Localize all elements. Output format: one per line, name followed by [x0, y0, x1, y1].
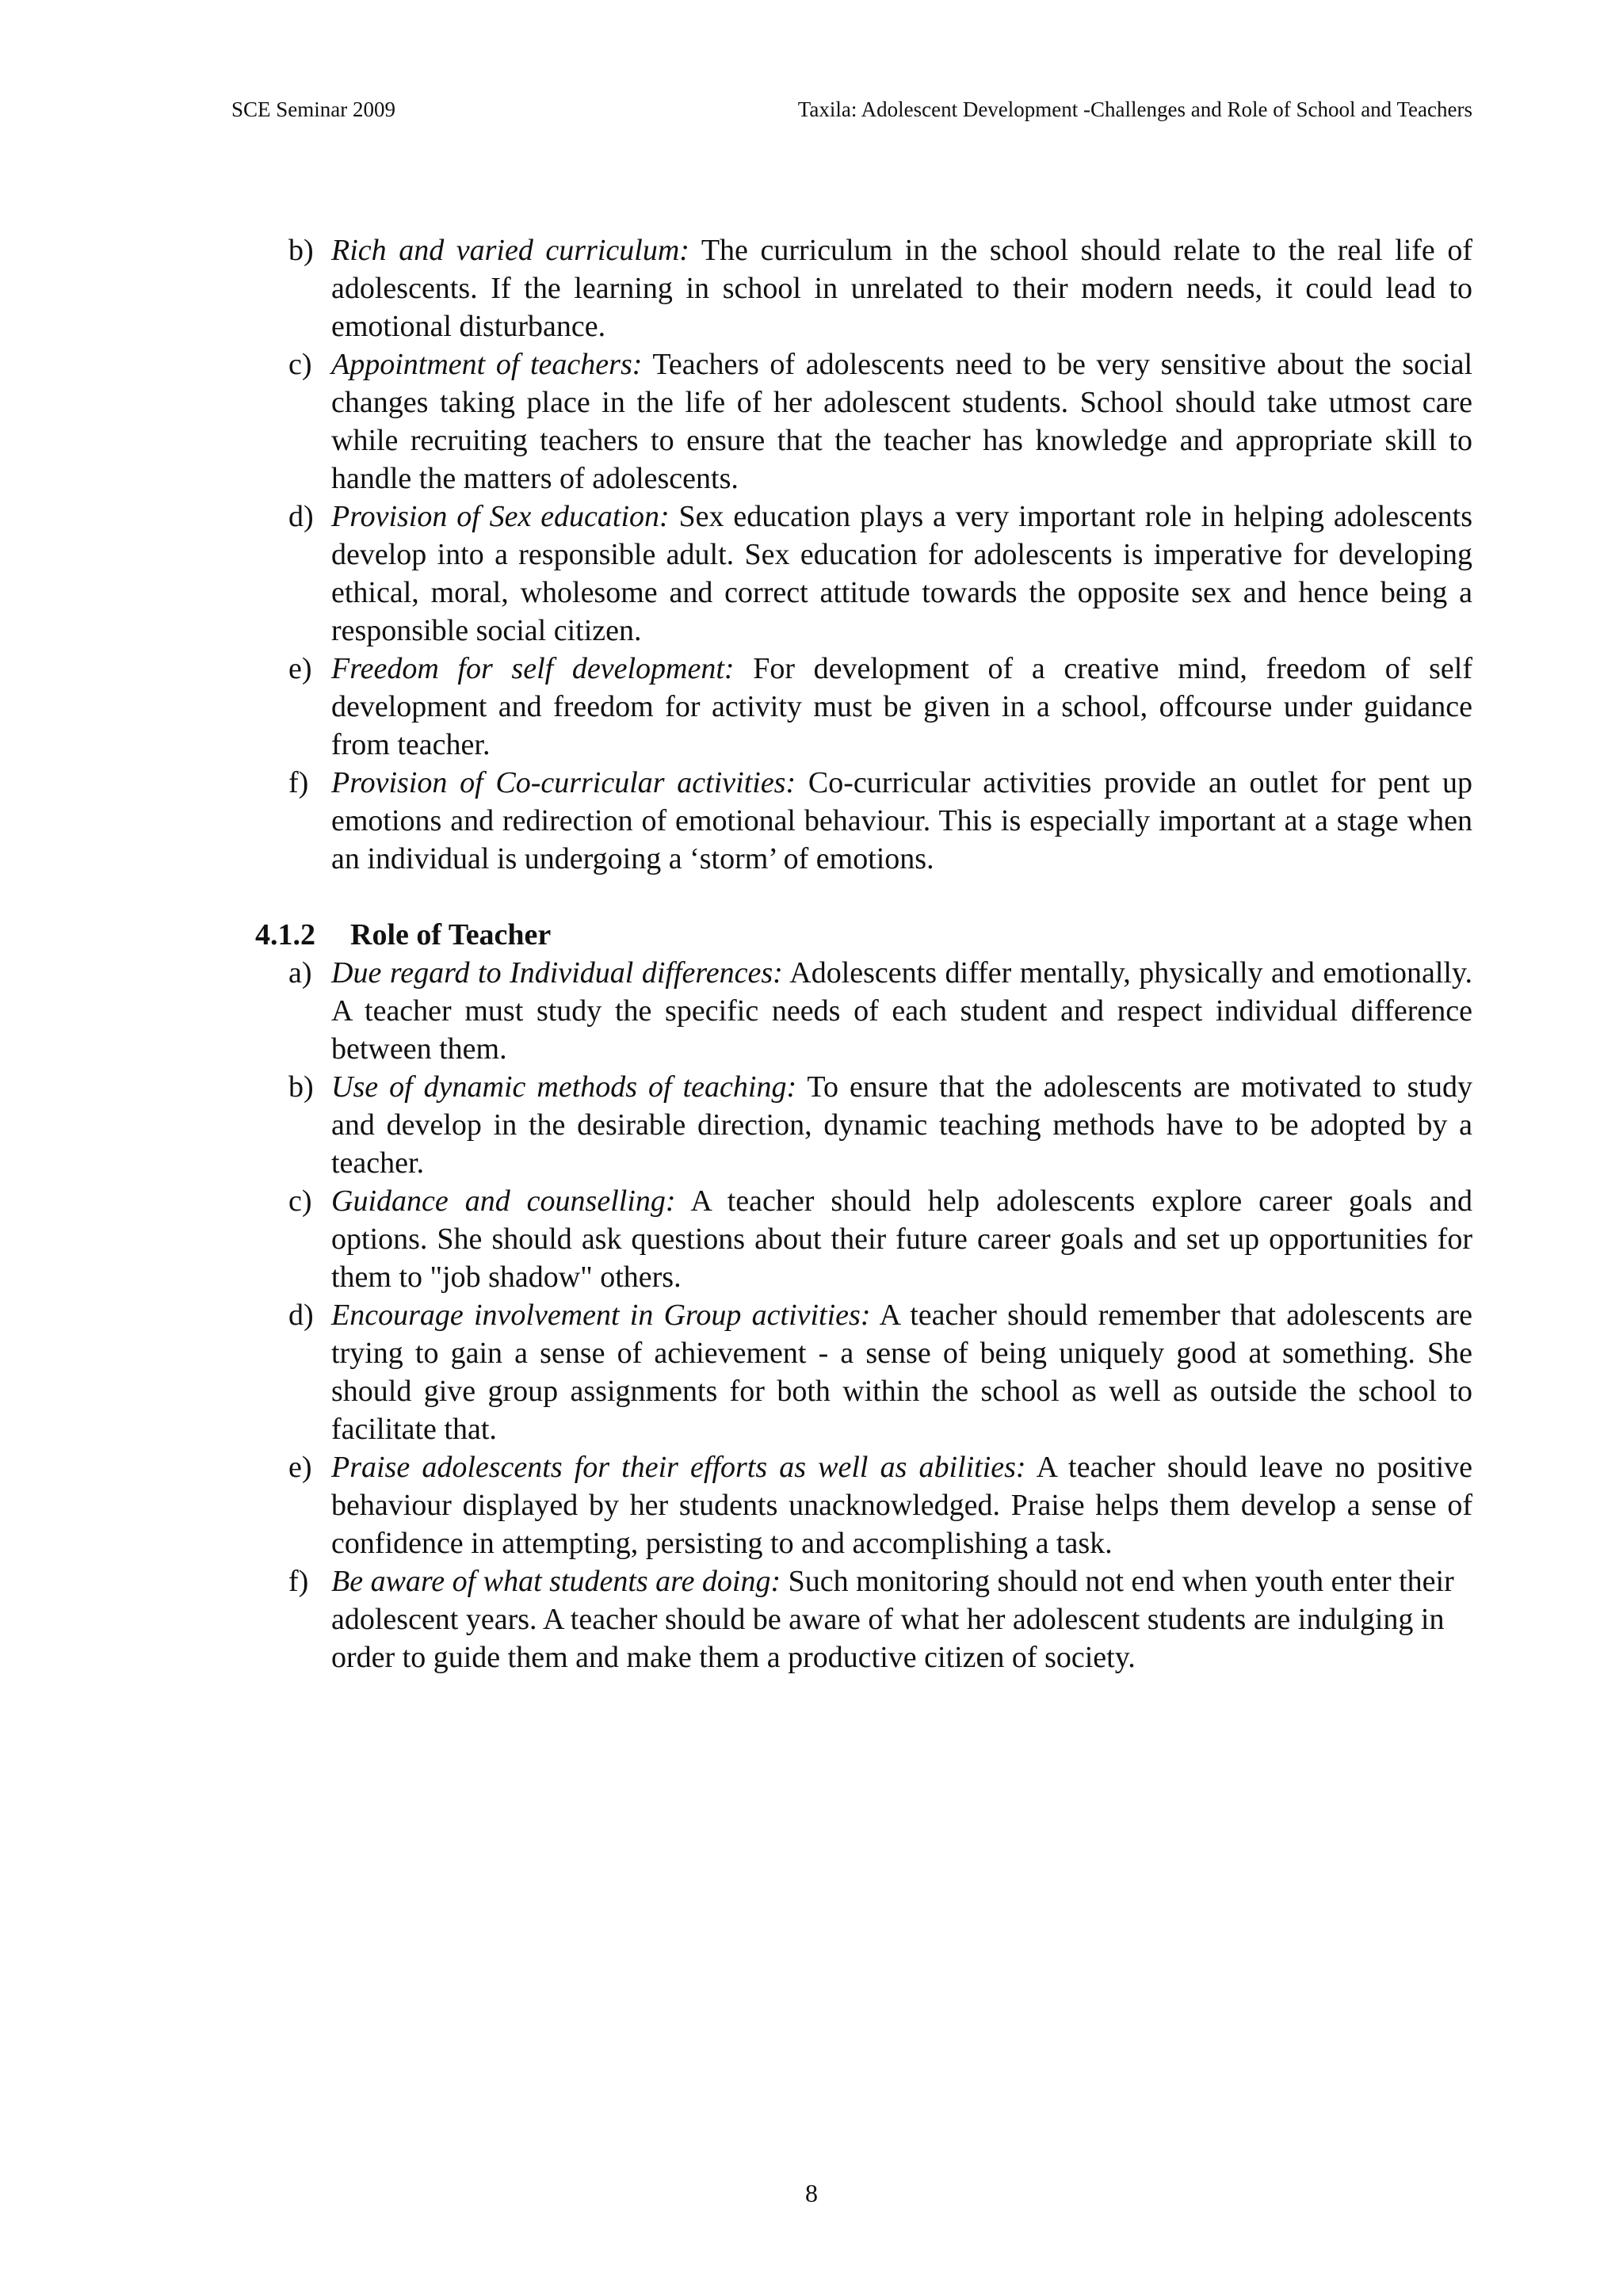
list-marker: d) [288, 500, 314, 533]
list-item-individual-differences [255, 954, 1472, 1068]
list-item-text: To ensure that the adolescents are motivated to study and develop in the desirable direction, dynamic teaching methods have to be adopted by a teacher. [331, 1070, 1472, 1180]
list-marker: b) [288, 234, 314, 267]
list-item-text: A teacher should help adolescents explore career goals and options. She should ask questions about their future career goals and set up opportunities for them to "job shadow" others. [331, 1184, 1472, 1294]
section-heading [255, 916, 1472, 954]
list-item-term: Be aware of what students are doing: [331, 1565, 781, 1598]
school-role-list [255, 231, 1472, 878]
list-marker: a) [288, 956, 312, 990]
list-item-co-curricular [255, 764, 1472, 878]
list-item-term: Appointment of teachers: [331, 348, 643, 381]
list-item-freedom-self-development [255, 650, 1472, 764]
list-item-term: Provision of Sex education: [331, 500, 670, 533]
list-item-group-activities [255, 1296, 1472, 1448]
header-right-title: Taxila: Adolescent Development -Challenges and Role of School and Teachers [797, 97, 1472, 121]
list-item-be-aware [255, 1562, 1472, 1676]
list-item-text: Sex education plays a very important role in helping adolescents develop into a responsible adult. Sex education for adolescents is imperative for developing ethical, moral, wholesome and correct attitude towards the opposite sex and hence being a responsible social citizen. [331, 500, 1473, 647]
list-item-text: The curriculum in the school should relate to the real life of adolescents. If the learning in school in unrelated to their modern needs, it could lead to emotional disturbance. [331, 234, 1473, 343]
list-item-text: Adolescents differ mentally, physically and emotionally. A teacher must study the specific needs of each student and respect individual difference between them. [331, 956, 1472, 1066]
list-marker: b) [288, 1070, 314, 1104]
list-item-text: Teachers of adolescents need to be very sensitive about the social changes taking place in the life of her adolescent students. School should take utmost care while recruiting teachers to ensure that the teacher has knowledge and appropriate skill to handle the matters of adolescents. [331, 348, 1472, 495]
list-item-term: Guidance and counselling: [331, 1184, 676, 1218]
running-header [231, 95, 1472, 124]
list-marker: c) [288, 1184, 312, 1218]
list-item-dynamic-methods [255, 1068, 1472, 1182]
list-item-appointment-of-teachers [255, 345, 1472, 498]
list-item-term: Due regard to Individual differences: [331, 956, 783, 990]
list-item-guidance-counselling [255, 1182, 1472, 1296]
list-marker: f) [288, 1565, 309, 1598]
list-marker: e) [288, 652, 312, 685]
section-title: Role of Teacher [350, 918, 552, 952]
header-left-title: SCE Seminar 2009 [231, 97, 395, 121]
list-item-term: Praise adolescents for their efforts as well as abilities: [331, 1451, 1026, 1484]
teacher-role-list [255, 954, 1472, 1676]
list-item-sex-education [255, 498, 1472, 650]
page-number: 8 [805, 2179, 818, 2207]
list-marker: f) [288, 766, 309, 799]
list-item-term: Encourage involvement in Group activities: [331, 1299, 871, 1332]
list-item-text: For development of a creative mind, freedom of self development and freedom for activity must be given in a school, offcourse under guidance from teacher. [331, 652, 1472, 761]
list-item-text: Co-curricular activities provide an outlet for pent up emotions and redirection of emotional behaviour. This is especially important at a stage when an individual is undergoing a ‘storm’ of emotions. [331, 766, 1472, 875]
list-item-term: Rich and varied curriculum: [331, 234, 689, 267]
list-item-rich-curriculum [255, 231, 1472, 345]
list-marker: c) [288, 348, 312, 381]
list-item-term: Use of dynamic methods of teaching: [331, 1070, 797, 1104]
section-number: 4.1.2 [255, 918, 315, 952]
list-item-text: Such monitoring should not end when youth enter their adolescent years. A teacher should be aware of what her adolescent students are indulging in order to guide them and make them a productive citizen of society. [331, 1565, 1454, 1674]
list-marker: e) [288, 1451, 312, 1484]
list-marker: d) [288, 1299, 314, 1332]
page-body [255, 231, 1472, 1676]
list-item-praise-adolescents [255, 1448, 1472, 1562]
list-item-text: A teacher should remember that adolescents are trying to gain a sense of achievement - a sense of being uniquely good at something. She should give group assignments for both within the school as well as outside the school to facilitate that. [331, 1299, 1472, 1446]
list-item-term: Freedom for self development: [331, 652, 735, 685]
list-item-term: Provision of Co-curricular activities: [331, 766, 796, 799]
list-item-text: A teacher should leave no positive behaviour displayed by her students unacknowledged. Praise helps them develop a sense of confidence in attempting, persisting to and accomplishing a task. [331, 1451, 1472, 1560]
